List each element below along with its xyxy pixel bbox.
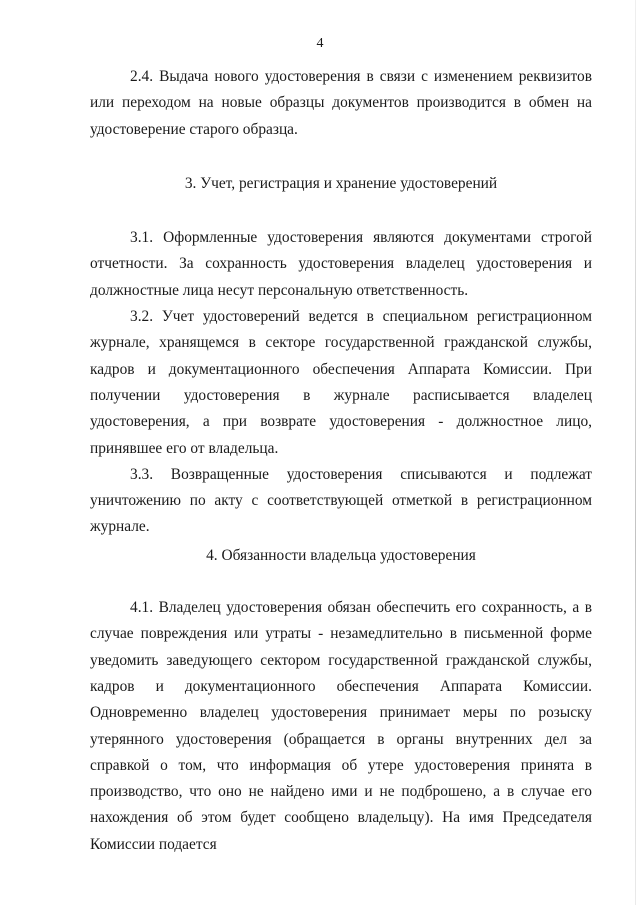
section-heading-3: 3. Учет, регистрация и хранение удостоверений [184, 174, 498, 192]
section-heading-4: 4. Обязанности владельца удостоверения [206, 546, 476, 564]
paragraph-3-3: 3.3. Возвращенные удостоверения списываются и подлежат уничтожению по акту с соответствующей отметкой в регистрационном журнале. [90, 465, 592, 536]
paragraph-4-1: 4.1. Владелец удостоверения обязан обеспечить его сохранность, а в случае повреждения или утраты - незамедлительно в письменной форме уведомить заведующего сектором государственной гражданской службы, кадров и документационного обеспечения Аппарата Комиссии. Одновременно владелец удостоверения принимает меры по розыску утерянного удостоверения (обращается в органы внутренних дел за справкой о том, что информация об утере удостоверения принята в производство, что оно не найдено ими и не подброшено, а в случае его нахождения об этом будет сообщено владельцу). На имя Председателя Комиссии подается [90, 599, 592, 853]
paragraph-3-1: 3.1. Оформленные удостоверения являются документами строгой отчетности. За сохранность удостоверения владелец удостоверения и должностные лица несут персональную ответственность. [90, 229, 592, 299]
scan-edge-line [635, 0, 636, 905]
page-number: 4 [316, 36, 324, 51]
paragraph-2-4: 2.4. Выдача нового удостоверения в связи с изменением реквизитов или переходом на новые образцы документов производится в обмен на удостоверение старого образца. [90, 68, 592, 138]
document-body [90, 64, 592, 858]
paragraph-3-2: 3.2. Учет удостоверений ведется в специальном регистрационном журнале, хранящемся в секторе государственной гражданской службы, кадров и документационного обеспечения Аппарата Комиссии. При получении удостоверения в журнале расписывается владелец удостоверения, а при возврате удостоверения - должностное лицо, принявшее его от владельца. [90, 308, 592, 457]
